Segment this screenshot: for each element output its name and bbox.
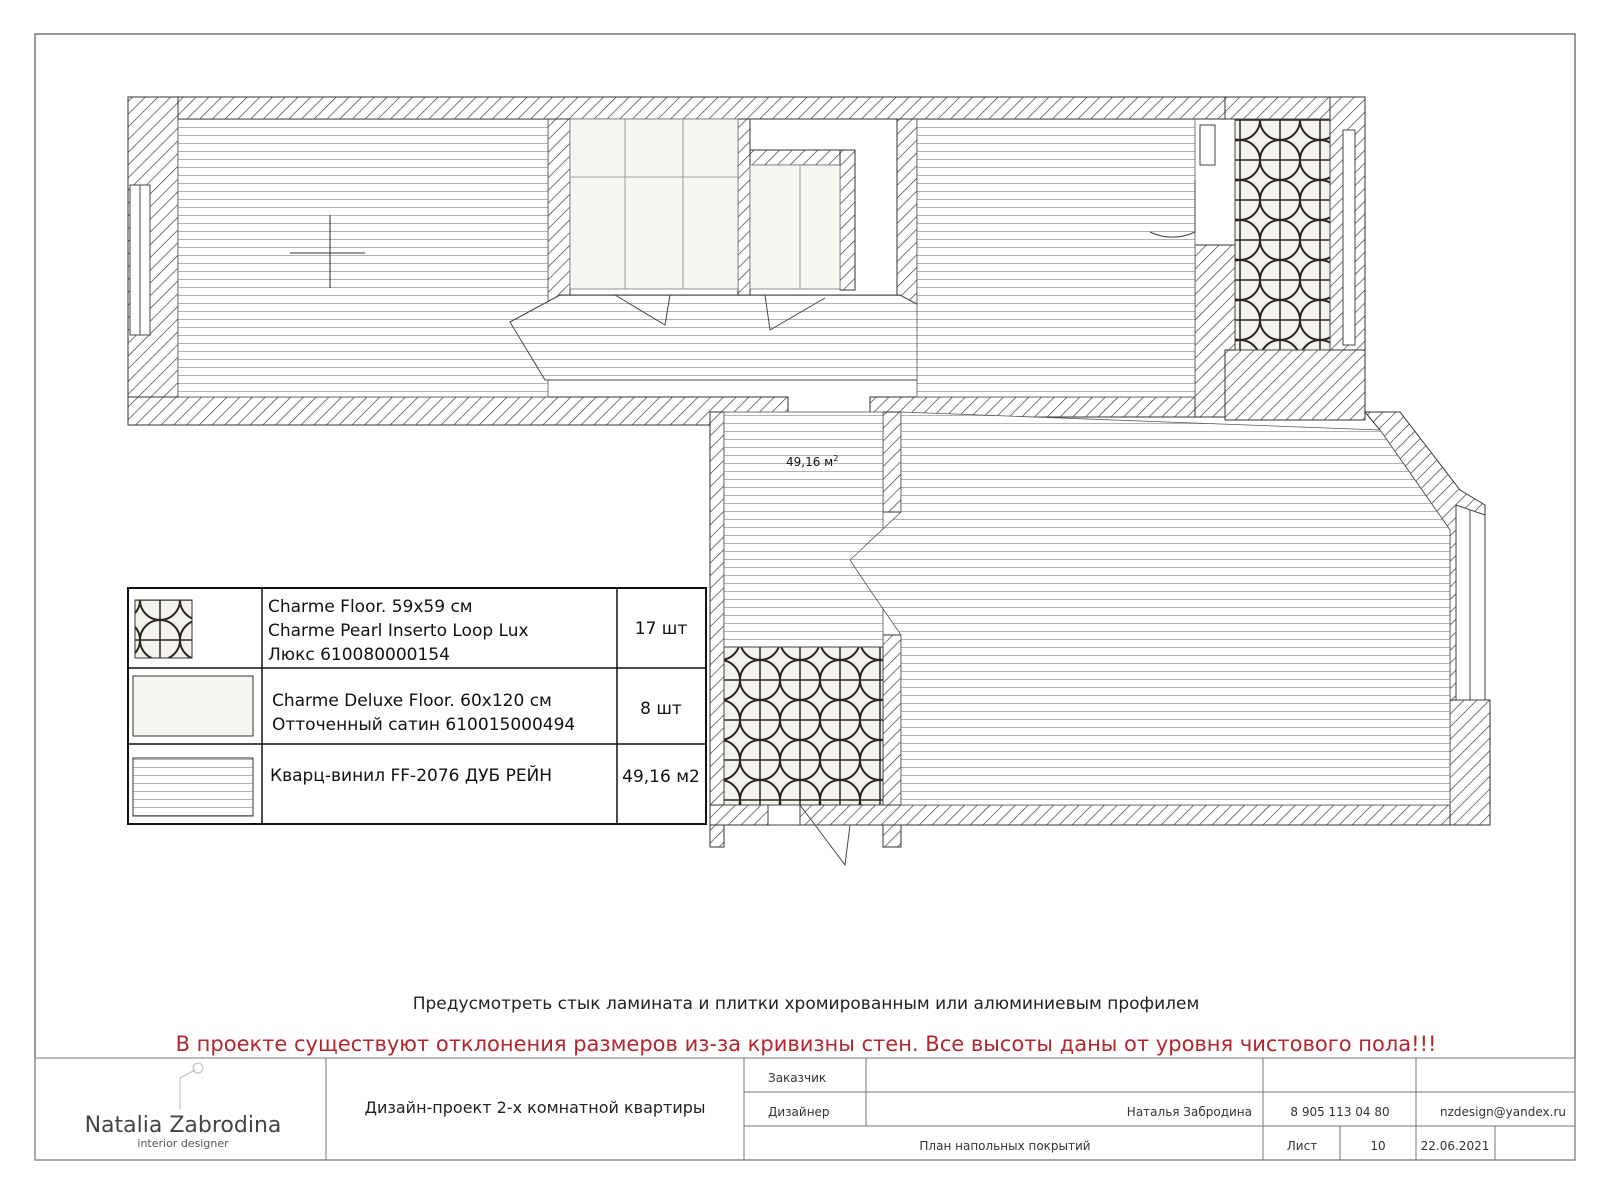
designer-email: nzdesign@yandex.ru [1439,1105,1566,1119]
legend-row1-line1: Charme Floor. 59х59 см [268,597,473,617]
vinyl-planks-icon [133,758,253,816]
large-tile-icon [133,676,253,736]
designer-label: Дизайнер [768,1105,830,1119]
sheet-label: Лист [1286,1139,1318,1153]
legend-row2-line1: Charme Deluxe Floor. 60х120 см [272,691,552,711]
designer-name: Наталья Забродина [1126,1105,1252,1119]
designer-logo [85,1063,282,1150]
lamp-icon [180,1063,203,1110]
customer-label: Заказчик [768,1071,827,1085]
area-label: 49,16 $м^2$ [786,454,839,469]
sheet-title: План напольных покрытий [919,1139,1091,1153]
legend-row1-line3: Люкс 610080000154 [268,645,450,665]
legend-row2-qty: 8 шт [640,699,682,719]
legend-row3-line1: Кварц-винил FF-2076 ДУБ РЕЙН [270,766,553,786]
legend-row3-qty: 49,16 м2 [622,767,700,787]
legend-row1-qty: 17 шт [634,619,688,639]
legend-row2-line2: Отточенный сатин 610015000494 [272,715,576,735]
logo-name: Natalia Zabrodina [84,1113,282,1138]
sheet-date: 22.06.2021 [1420,1139,1490,1153]
sheet-number: 10 [1370,1139,1386,1153]
project-title: Дизайн-проект 2-х комнатной квартиры [364,1098,706,1117]
logo-subtitle: interior designer [137,1137,229,1150]
tile-pattern-icon [135,600,192,658]
designer-phone: 8 905 113 04 80 [1290,1105,1390,1119]
legend-row1-line2: Charme Pearl Inserto Loop Lux [268,621,529,641]
legend-table [128,588,706,824]
profile-note: Предусмотреть стык ламината и плитки хромированным или алюминиевым профилем [412,994,1200,1014]
warning-note: В проекте существуют отклонения размеров из-за кривизны стен. Все высоты даны от уровня чистового пола!!! [175,1032,1437,1056]
